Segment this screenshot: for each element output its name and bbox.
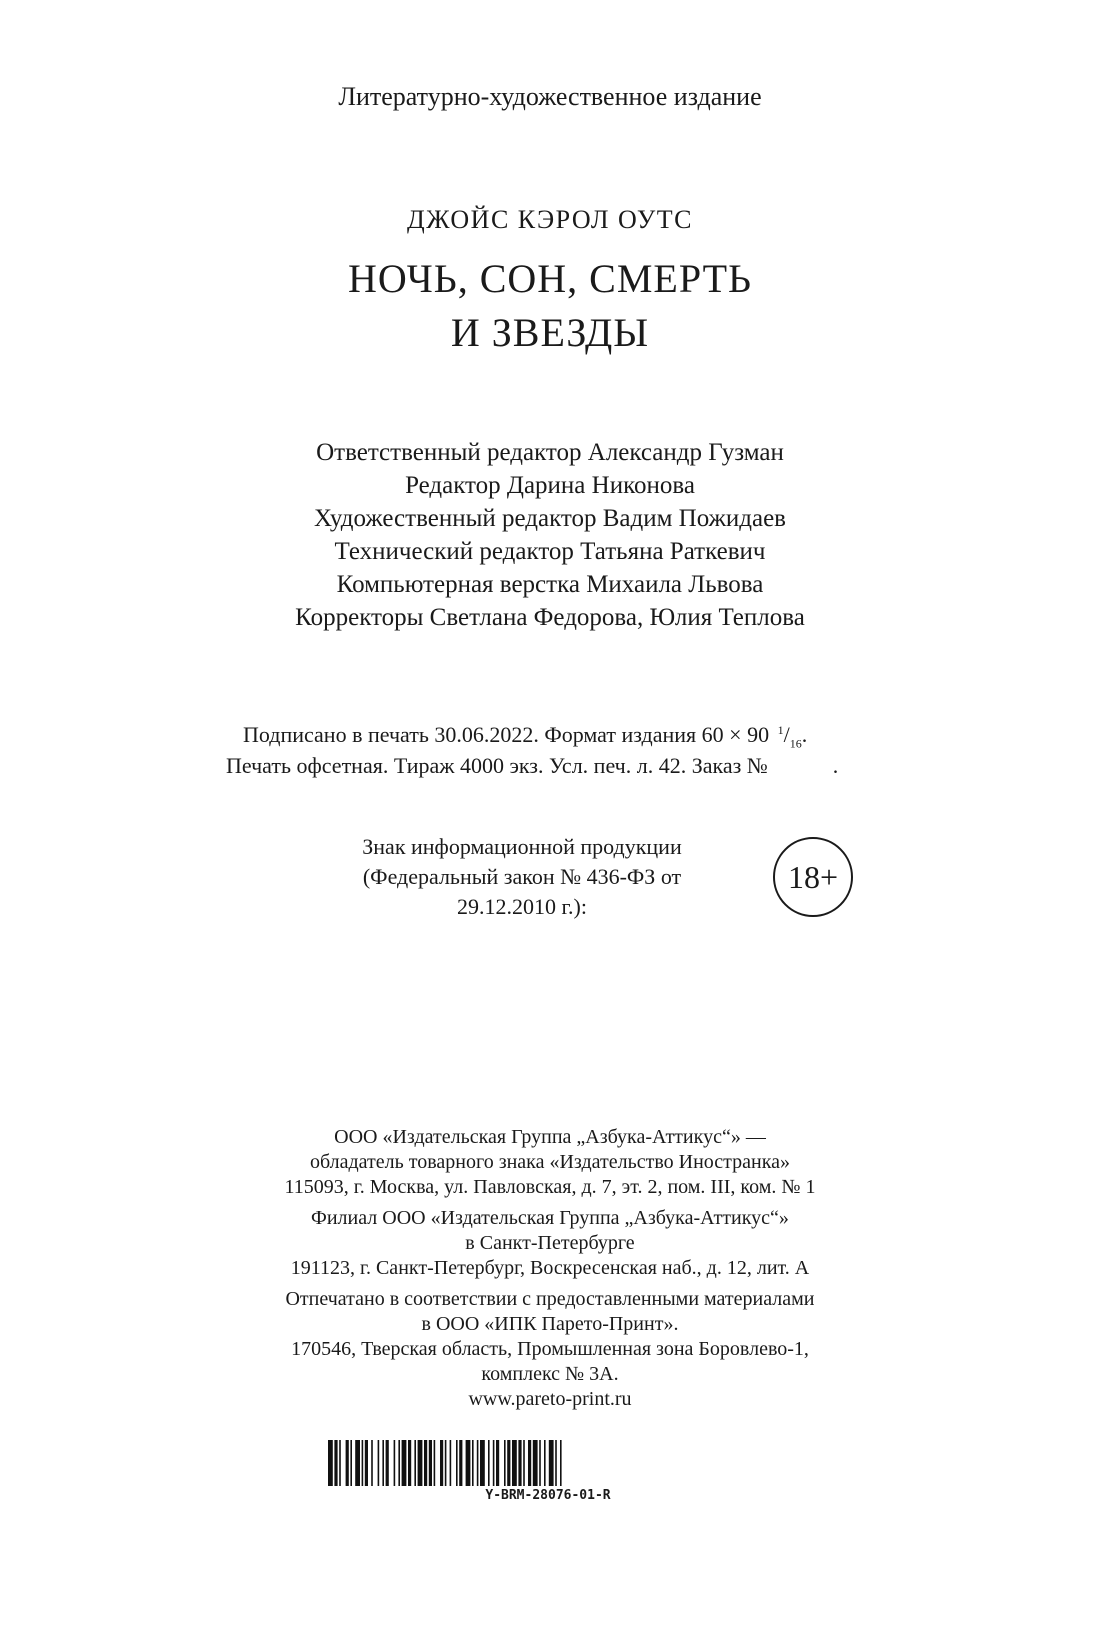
- edition-type: Литературно-художественное издание: [338, 82, 762, 111]
- barcode-bar: [539, 1440, 541, 1486]
- barcode-bar: [456, 1440, 458, 1486]
- barcode-bar: [459, 1440, 462, 1486]
- printer-address: комплекс № 3А.: [481, 1363, 619, 1385]
- barcode-bar: [334, 1440, 337, 1486]
- barcode-bar: [414, 1440, 416, 1486]
- publisher-info: [0, 1125, 1100, 1412]
- book-title: [0, 252, 1100, 360]
- barcode-bar: [365, 1440, 368, 1486]
- print-info-line-2: [226, 753, 838, 779]
- book-title-line-2: И ЗВЕЗДЫ: [450, 310, 650, 355]
- barcode-bar: [355, 1440, 360, 1486]
- credits-list: [0, 436, 1100, 634]
- barcode-bar: [560, 1440, 562, 1486]
- barcode-bar: [398, 1440, 400, 1486]
- barcode-bar: [466, 1440, 471, 1486]
- barcode-bar: [472, 1440, 474, 1486]
- barcode-bar: [549, 1440, 554, 1486]
- branch-block: [0, 1206, 1100, 1281]
- barcode-bar: [518, 1440, 521, 1486]
- book-title-line-1: НОЧЬ, СОН, СМЕРТЬ: [347, 256, 752, 301]
- printer-address: 170546, Тверская область, Промышленная зона Боровлево-1,: [291, 1338, 809, 1360]
- barcode-bar: [362, 1440, 364, 1486]
- print-info-period: .: [801, 722, 808, 747]
- barcode-bar: [544, 1440, 546, 1486]
- barcode-bar: [394, 1440, 396, 1486]
- barcode-bar: [488, 1440, 490, 1486]
- barcode-bar: [429, 1440, 432, 1486]
- credit-line: Компьютерная верстка Михаила Львова: [336, 571, 764, 598]
- printer-website: www.pareto-print.ru: [468, 1388, 632, 1410]
- credit-line: Ответственный редактор Александр Гузман: [316, 439, 784, 466]
- credit-line: Технический редактор Татьяна Раткевич: [334, 538, 766, 565]
- barcode-bar: [480, 1440, 485, 1486]
- age-rating-label-line-1: Знак информационной продукции: [362, 834, 682, 859]
- barcode-bar: [386, 1440, 389, 1486]
- barcode-bar: [533, 1440, 538, 1486]
- barcode-label: Y-BRM-28076-01-R: [485, 1488, 611, 1503]
- publisher-line: ООО «Издательская Группа „Азбука-Аттикус“» —: [334, 1126, 766, 1148]
- credit-line: Художественный редактор Вадим Пожидаев: [314, 505, 786, 532]
- barcode-bar: [408, 1440, 411, 1486]
- barcode: [328, 1440, 768, 1486]
- branch-line: Филиал ООО «Издательская Группа „Азбука-Аттикус“»: [311, 1207, 789, 1229]
- barcode-bar: [328, 1440, 333, 1486]
- barcode-bar: [418, 1440, 423, 1486]
- publisher-address: 115093, г. Москва, ул. Павловская, д. 7, эт. 2, пом. III, ком. № 1: [284, 1176, 816, 1198]
- barcode-bar: [450, 1440, 452, 1486]
- format-fraction-denominator: 16: [789, 736, 802, 751]
- credit-line: Редактор Дарина Никонова: [405, 472, 695, 499]
- publisher-line: обладатель товарного знака «Издательство Иностранка»: [309, 1151, 791, 1173]
- barcode-bar: [440, 1440, 443, 1486]
- print-info-text: Подписано в печать 30.06.2022. Формат издания 60 × 90: [243, 722, 770, 747]
- age-rating-badge: 18+: [773, 837, 853, 917]
- printer-line: Отпечатано в соответствии с предоставленными материалами: [285, 1288, 815, 1310]
- branch-address: 191123, г. Санкт-Петербург, Воскресенская наб., д. 12, лит. А: [290, 1257, 810, 1279]
- barcode-bar: [434, 1440, 436, 1486]
- barcode-bar: [555, 1440, 557, 1486]
- barcode-bar: [477, 1440, 479, 1486]
- barcode-bar: [512, 1440, 517, 1486]
- print-info-period: .: [832, 753, 839, 778]
- barcode-bar: [496, 1440, 499, 1486]
- barcode-bar: [378, 1440, 380, 1486]
- printer-line: в ООО «ИПК Парето-Принт».: [421, 1313, 679, 1335]
- age-rating-label: [322, 832, 722, 922]
- barcode-bar: [424, 1440, 427, 1486]
- barcode-bar: [493, 1440, 495, 1486]
- branch-line: в Санкт-Петербурге: [465, 1232, 635, 1254]
- barcode-bar: [350, 1440, 352, 1486]
- credit-line: Корректоры Светлана Федорова, Юлия Теплова: [295, 604, 805, 631]
- barcode-bar: [402, 1440, 407, 1486]
- barcode-bar: [523, 1440, 525, 1486]
- barcode-bar: [445, 1440, 447, 1486]
- format-fraction-numerator: 1: [777, 722, 784, 737]
- publisher-block: [0, 1125, 1100, 1200]
- age-rating-label-line-2: (Федеральный закон № 436-ФЗ от 29.12.2010 г.):: [362, 864, 682, 919]
- author-name: ДЖОЙС КЭРОЛ ОУТС: [407, 205, 693, 234]
- printer-block: [0, 1287, 1100, 1412]
- barcode-bar: [371, 1440, 373, 1486]
- print-info-line-1: Подписано в печать 30.06.2022. Формат издания 60 × 90 $^1/_{16}$.: [243, 722, 808, 751]
- print-info-text: Печать офсетная. Тираж 4000 экз. Усл. печ. л. 42. Заказ №: [226, 753, 768, 778]
- barcode-bar: [382, 1440, 384, 1486]
- barcode-bar: [339, 1440, 341, 1486]
- barcode-bar: [504, 1440, 506, 1486]
- barcode-bar: [507, 1440, 510, 1486]
- barcode-bar: [528, 1440, 531, 1486]
- barcode-bar: [346, 1440, 349, 1486]
